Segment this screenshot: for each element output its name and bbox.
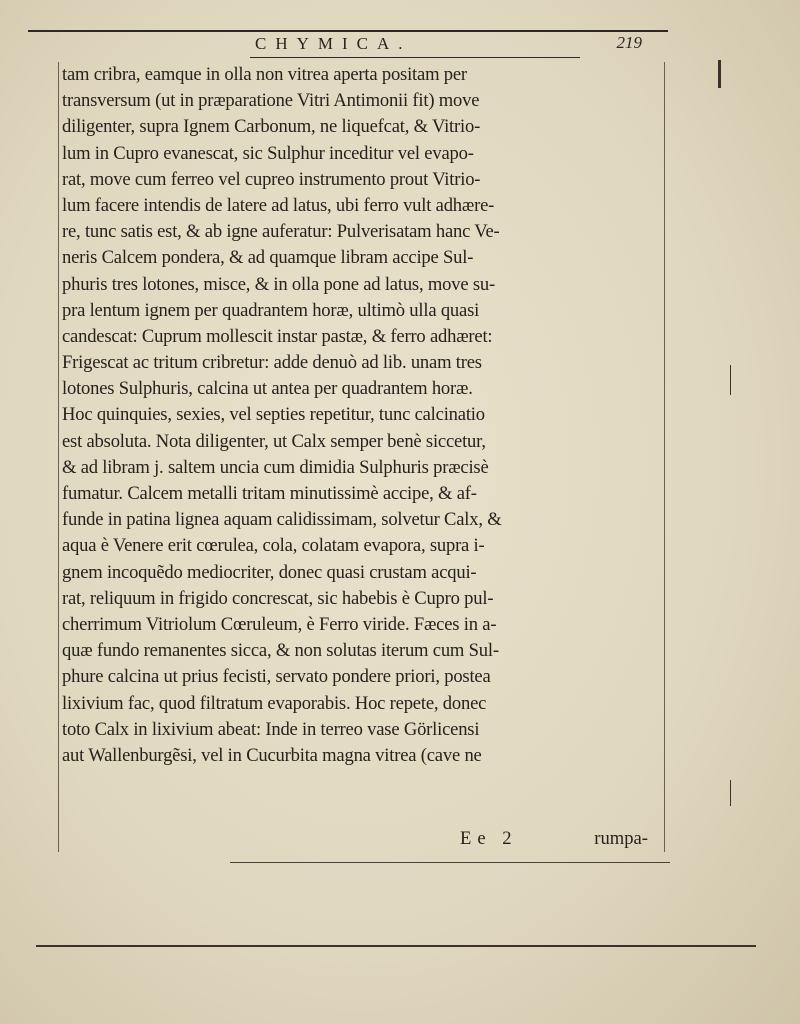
text-line: fumatur. Calcem metalli tritam minutissimè accipe, & af- <box>62 483 477 504</box>
text-line: cherrimum Vitriolum Cœruleum, è Ferro viride. Fæces in a- <box>62 613 497 635</box>
text-line: tam cribra, eamque in olla non vitrea aperta positam per <box>62 64 467 85</box>
text-line: gnem incoquẽdo mediocriter, donec quasi crustam acqui- <box>62 561 477 583</box>
text-line: Frigescat ac tritum cribretur: adde denuò ad lib. unam tres <box>62 352 482 374</box>
text-line: funde in patina lignea aquam calidissimam, solvetur Calx, & <box>62 509 502 531</box>
text-line: candescat: Cuprum mollescit instar pastæ, & ferro adhæret: <box>62 325 493 347</box>
text-line: toto Calx in lixivium abeat: Inde in terreo vase Görlicensi <box>62 718 480 740</box>
page-edge-rule <box>36 945 756 947</box>
page-footer <box>62 828 652 852</box>
page-header <box>60 34 650 60</box>
text-line: rat, move cum ferreo vel cupreo instrumento prout Vitrio- <box>62 168 481 190</box>
text-line: lum facere intendis de latere ad latus, ubi ferro vult adhære- <box>62 194 495 216</box>
catchword: rumpa- <box>594 828 648 849</box>
text-line: phuris tres lotones, misce, & in olla pone ad latus, move su- <box>62 273 495 295</box>
text-line: aut Wallenburgẽsi, vel in Cucurbita magna vitrea (cave ne <box>62 744 482 766</box>
edge-mark <box>730 365 731 395</box>
top-rule <box>28 30 668 32</box>
text-line: neris Calcem pondera, & ad quamque libram accipe Sul- <box>62 247 474 269</box>
edge-mark <box>730 780 731 806</box>
edge-mark <box>718 60 721 88</box>
text-line: aqua è Venere erit cœrulea, cola, colatam evapora, supra i- <box>62 535 485 557</box>
text-line: rat, reliquum in frigido concrescat, sic habebis è Cupro pul- <box>62 587 494 609</box>
text-line: re, tunc satis est, & ab igne auferatur: Pulverisatam hanc Ve- <box>62 221 500 243</box>
text-line: transversum (ut in præparatione Vitri Antimonii fit) move <box>62 90 480 112</box>
body-text <box>62 62 652 769</box>
text-line: & ad libram j. saltem uncia cum dimidia Sulphuris præcisè <box>62 456 489 478</box>
text-line: lixivium fac, quod filtratum evaporabis. Hoc repete, donec <box>62 692 487 714</box>
text-line: pra lentum ignem per quadrantem horæ, ultimò ulla quasi <box>62 299 480 321</box>
left-margin-rule <box>58 62 59 852</box>
text-line: est absoluta. Nota diligenter, ut Calx semper benè siccetur, <box>62 430 486 452</box>
right-margin-rule <box>664 62 665 852</box>
text-line: lum in Cupro evanescat, sic Sulphur inceditur vel evapo- <box>62 142 474 164</box>
text-line: phure calcina ut prius fecisti, servato pondere priori, postea <box>62 666 491 688</box>
page-number: 219 <box>616 33 642 52</box>
signature-mark: Ee 2 <box>460 828 518 849</box>
running-head: CHYMICA. <box>255 34 412 53</box>
text-line: diligenter, supra Ignem Carbonum, ne liquefcat, & Vitrio- <box>62 116 481 138</box>
text-line: Hoc quinquies, sexies, vel septies repetitur, tunc calcinatio <box>62 404 485 426</box>
bottom-rule <box>230 862 670 863</box>
text-line: lotones Sulphuris, calcina ut antea per quadrantem horæ. <box>62 378 473 400</box>
text-line: quæ fundo remanentes sicca, & non solutas iterum cum Sul- <box>62 640 499 662</box>
